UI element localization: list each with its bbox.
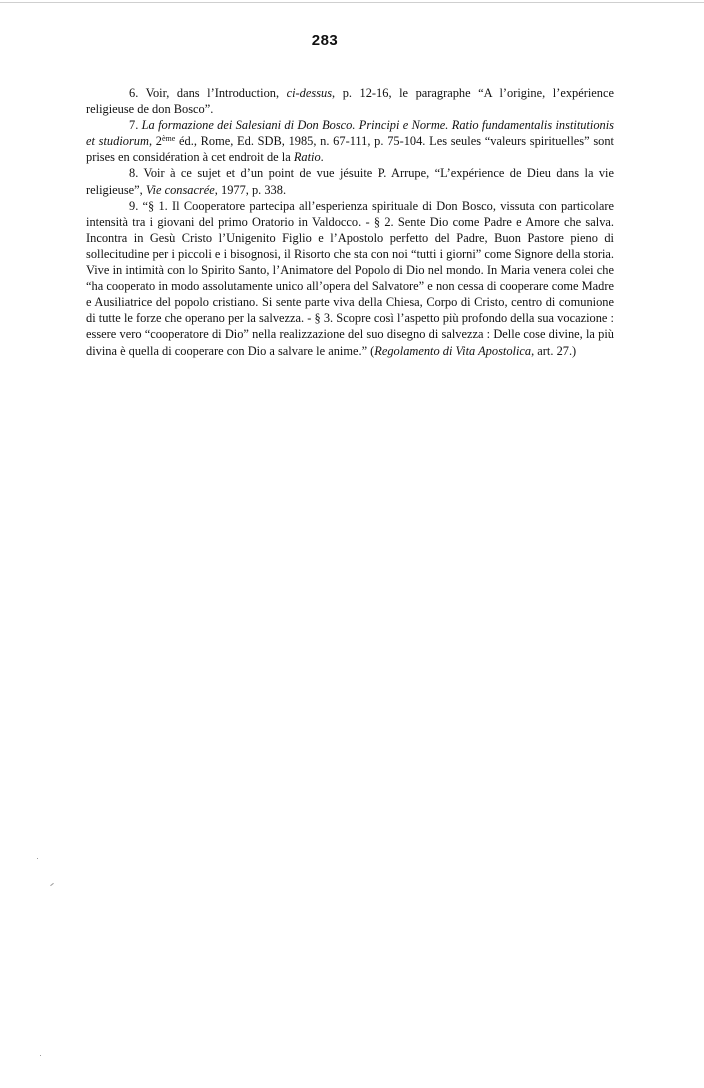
footnote-italic-text: Regolamento di Vita Apostolica [374,343,532,358]
footnote-text: 8. Voir à ce sujet et d’un point de vue jésuite P. Arrupe, “L’expérience de Dieu dans la vie religieuse”, [86,166,614,197]
footnote-text: 6. Voir, dans l’Introduction, [129,86,287,100]
footnote-text: 7. [129,118,142,133]
footnote-8 [86,165,614,197]
footnote-text: , art. 27.) [531,343,577,358]
footnote-italic-text: ci-dessus [286,86,333,100]
scan-speck [40,1055,41,1056]
footnote-9 [86,198,614,359]
footnote-6 [86,85,614,117]
footnote-text: , p. 12-16, le paragraphe “A l’origine, l’expérience religieuse de don Bosco”. [86,86,614,117]
footnote-text: 9. “§ 1. Il Cooperatore partecipa all’esperienza spirituale di Don Bosco, vissuta con particolare intensità tra i giovani del primo Oratorio in Valdocco. - § 2. Sente Dio come Padre e Amore che salva. Incontra in Gesù Cristo l’Unigenito Figlio e l’Apostolo perfetto del Padre, Buon Pastore pieno di sollecitudine per i piccoli e i bisognosi, il Risorto che sta con noi “tutti i giorni” come Signore della storia. Vive in intimità con lo Spirito Santo, l’Animatore del Popolo di Dio nel mondo. In Maria venera colei che “ha cooperato in modo assolutamente unico all’opera del Salvatore” e non cessa di cooperare come Madre e Ausiliatrice del popolo cristiano. Si sente parte viva della Chiesa, Corpo di Cristo, centro di comunione di tutte le forze che operano per la salvezza. - § 3. Scopre così l’aspetto più profondo della sua vocazione : essere vero “cooperatore di Dio” nella realizzazione del suo disegno di salvezza : Delle cose divine, la più divina è quella di cooperare con Dio a salvare le anime.” ( [86,198,614,358]
footnote-text: , 2 [148,134,162,149]
scan-speck [50,883,54,886]
scan-speck [37,858,38,859]
page-number: 283 [311,32,339,49]
page-top-edge-rule [0,2,704,3]
footnote-italic-text: La formazione dei Salesiani di Don Bosco. Principi e Norme. Ratio fundamentalis institutionis et studiorum [86,118,615,149]
footnote-text: . [320,150,324,165]
footnote-text: éd., Rome, Ed. SDB, 1985, n. 67-111, p. 75-104. Les seules “valeurs spirituelles” sont prises en considération à cet endroit de la [86,134,614,165]
footnotes-block [86,85,614,359]
footnote-7 [86,117,614,165]
footnote-italic-text: Ratio [293,150,321,165]
footnote-italic-text: Vie consacrée [145,182,215,197]
footnote-text: , 1977, p. 338. [214,182,287,197]
footnote-superscript: ème [161,134,176,144]
